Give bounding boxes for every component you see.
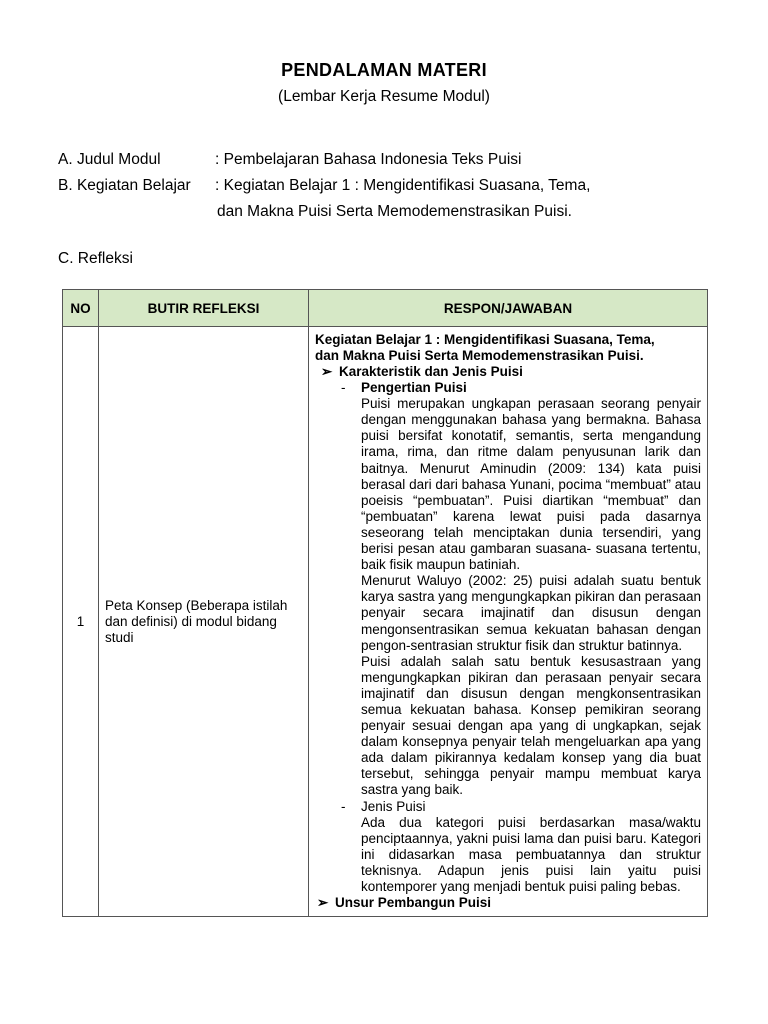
sub1-title: Pengertian Puisi bbox=[361, 380, 467, 396]
header-no: NO bbox=[63, 290, 99, 327]
judul-label: A. Judul Modul bbox=[58, 151, 161, 168]
header-respon: RESPON/JAWABAN bbox=[309, 290, 708, 327]
refleksi-label: C. Refleksi bbox=[58, 250, 133, 267]
kegiatan-label: B. Kegiatan Belajar bbox=[58, 177, 191, 194]
row-butir: Peta Konsep (Beberapa istilah dan definisi) di modul bidang studi bbox=[99, 327, 309, 917]
sub-jenis bbox=[315, 799, 701, 896]
arrow-bullet-icon: ➢ bbox=[321, 364, 333, 379]
row-respon bbox=[309, 327, 708, 917]
row-number: 1 bbox=[63, 327, 99, 917]
kegiatan-title-line2: dan Makna Puisi Serta Memodemenstrasikan Puisi. bbox=[315, 347, 644, 363]
sub1-paragraph-1: Puisi merupakan ungkapan perasaan seorang penyair dengan menggunakan bahasa yang bermakna. Bahasa puisi bersifat konotatif, semantis, serta mengandung irama, rima, dan ritme dalam penyusunan larik dan baitnya. Menurut Aminudin (2009: 134) kata puisi berasal dari dari bahasa Yunani, pocima “membuat” atau poeisis “pembuatan”. Puisi diartikan “membuat” dan “pembuatan” karena lewat puisi pada dasarnya seseorang telah menciptakan dunia tersendiri, yang berisi pesan atau gambaran suasana- suasana tertentu, baik fisik maupun batiniah. bbox=[361, 396, 701, 573]
dash-bullet-icon: - bbox=[341, 798, 346, 814]
kegiatan-value-line2: dan Makna Puisi Serta Memodemenstrasikan Puisi. bbox=[217, 203, 572, 220]
sub1-paragraph-3: Puisi adalah salah satu bentuk kesusastraan yang mengungkapkan pikiran dan perasaan penyair secara imajinatif dan disusun dengan mengkonsentrasikan semua kekuatan bahasa. Konsep pemikiran seorang penyair sesuai dengan apa yang di ungkapkan, sejak dalam konsepnya penyair telah mengeluarkan apa yang ada dalam pikirannya kedalam konsep yang dia buat tersebut, sehingga penyair mampu membuat karya sastra yang baik. bbox=[361, 653, 701, 798]
section-karakteristik bbox=[315, 364, 701, 380]
table-row bbox=[63, 327, 708, 917]
sub2-title: Jenis Puisi bbox=[361, 798, 426, 814]
header-butir: BUTIR REFLEKSI bbox=[99, 290, 309, 327]
section-unsur bbox=[315, 895, 701, 911]
arrow-bullet-icon: ➢ bbox=[317, 895, 329, 911]
module-info bbox=[58, 147, 718, 227]
dash-bullet-icon: - bbox=[341, 380, 346, 396]
sub1-paragraph-2: Menurut Waluyo (2002: 25) puisi adalah suatu bentuk karya sastra yang mengungkapkan pikiran dan perasaan penyair secara imajinatif dan disusun dengan mengonsentrasikan semua kekuatan bahasan dengan pengon-sentrasian struktur fisik dan struktur batinnya. bbox=[361, 573, 701, 653]
page-title: PENDALAMAN MATERI bbox=[281, 60, 487, 80]
kegiatan-value-line1: : Kegiatan Belajar 1 : Mengidentifikasi Suasana, Tema, bbox=[215, 177, 591, 194]
sub2-paragraph-1: Ada dua kategori puisi berdasarkan masa/waktu penciptaannya, yakni puisi lama dan puisi baru. Kategori ini didasarkan masa pembuatannya dan struktur teknisnya. Adapun jenis puisi lain yaitu puisi kontemporer yang menjadi bentuk puisi paling bebas. bbox=[361, 814, 701, 894]
section1-label: Karakteristik dan Jenis Puisi bbox=[339, 364, 523, 379]
table-header-row bbox=[63, 290, 708, 327]
reflection-table bbox=[62, 289, 708, 917]
sub-pengertian bbox=[315, 380, 701, 798]
section2-label: Unsur Pembangun Puisi bbox=[335, 895, 492, 911]
page-subtitle: (Lembar Kerja Resume Modul) bbox=[278, 88, 490, 105]
judul-value: : Pembelajaran Bahasa Indonesia Teks Puisi bbox=[215, 151, 522, 168]
kegiatan-title-line1: Kegiatan Belajar 1 : Mengidentifikasi Suasana, Tema, bbox=[315, 331, 655, 347]
